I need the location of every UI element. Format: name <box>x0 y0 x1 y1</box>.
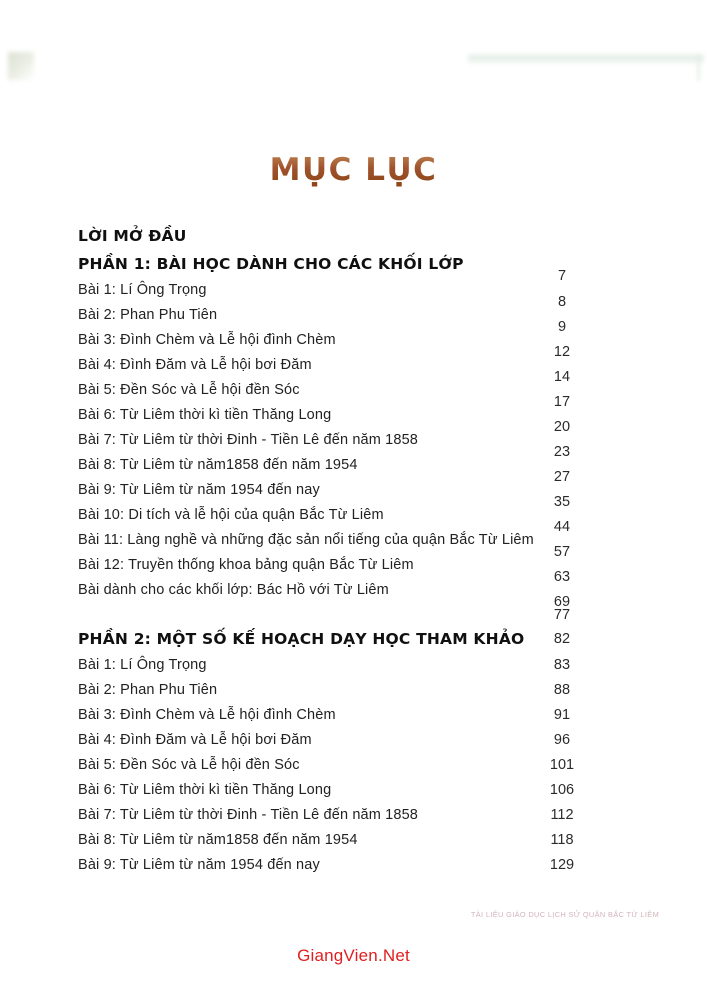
site-watermark: GiangVien.Net <box>297 946 410 965</box>
toc-entry-label: Bài 4: Đình Đăm và Lễ hội bơi Đăm <box>78 357 312 373</box>
toc-entry-label: Bài 1: Lí Ông Trọng <box>78 282 207 298</box>
toc-entry-label: Bài 8: Từ Liêm từ năm1858 đến năm 1954 <box>78 457 358 473</box>
toc-entry <box>78 353 630 385</box>
toc-entry-label: Bài 3: Đình Chèm và Lễ hội đình Chèm <box>78 332 336 348</box>
toc-entry <box>78 753 630 778</box>
toc-entry-page-number: 82 <box>553 631 571 647</box>
toc-entry-page-number: 14 <box>553 369 571 385</box>
toc-entry-label: Bài 7: Từ Liêm từ thời Đinh - Tiền Lê đến năm 1858 <box>78 807 419 823</box>
toc-entry-label: PHẦN 2: MỘT SỐ KẾ HOẠCH DẠY HỌC THAM KHẢO <box>78 630 525 648</box>
toc-entry <box>78 403 630 435</box>
toc-entry <box>78 478 630 510</box>
toc-entry <box>78 803 630 828</box>
scan-edge-artifact-left <box>8 52 34 80</box>
toc-entry <box>78 603 630 625</box>
toc-entry <box>78 453 630 485</box>
toc-entry-page-number: 88 <box>553 682 571 698</box>
toc-entry-label: Bài 5: Đền Sóc và Lễ hội đền Sóc <box>78 382 300 398</box>
toc-entry <box>78 553 630 585</box>
toc-entry <box>78 528 630 560</box>
toc-entry-label: Bài 4: Đình Đăm và Lễ hội bơi Đăm <box>78 732 312 748</box>
toc-entry-label: PHẦN 1: BÀI HỌC DÀNH CHO CÁC KHỐI LỚP <box>78 255 464 273</box>
toc-entry-page-number: 106 <box>549 782 575 798</box>
running-header-watermark: TÀI LIỆU GIÁO DỤC LỊCH SỬ QUẬN BẮC TỪ LIÊM <box>470 910 660 919</box>
toc-entry-page-number: 69 <box>553 594 571 610</box>
table-of-contents <box>78 222 630 878</box>
toc-entry <box>78 578 630 610</box>
toc-entry-label: Bài dành cho các khối lớp: Bác Hồ với Từ Liêm <box>78 582 389 598</box>
toc-entry-page-number: 20 <box>553 419 571 435</box>
toc-entry-page-number: 77 <box>553 607 571 623</box>
toc-entry-page-number: 57 <box>553 544 571 560</box>
toc-entry-label: Bài 7: Từ Liêm từ thời Đinh - Tiền Lê đến năm 1858 <box>78 432 419 448</box>
toc-entry-page-number: 7 <box>557 268 567 284</box>
toc-entry-label: Bài 10: Di tích và lễ hội của quận Bắc Từ Liêm <box>78 507 384 523</box>
toc-entry-page-number: 101 <box>549 757 575 773</box>
toc-entry-page-number: 44 <box>553 519 571 535</box>
toc-section-heading <box>78 250 630 284</box>
toc-entry <box>78 678 630 703</box>
toc-entry-page-number: 96 <box>553 732 571 748</box>
toc-entry-label: Bài 5: Đền Sóc và Lễ hội đền Sóc <box>78 757 300 773</box>
toc-entry-page-number: 8 <box>557 294 567 310</box>
toc-entry-page-number: 27 <box>553 469 571 485</box>
toc-entry <box>78 703 630 728</box>
toc-entry-page-number: 83 <box>553 657 571 673</box>
toc-entry-page-number: 12 <box>553 344 571 360</box>
toc-entry-page-number: 35 <box>553 494 571 510</box>
toc-entry-label: Bài 3: Đình Chèm và Lễ hội đình Chèm <box>78 707 336 723</box>
toc-entry-label: Bài 6: Từ Liêm thời kì tiền Thăng Long <box>78 782 332 798</box>
toc-entry-page-number: 17 <box>553 394 571 410</box>
toc-entry-label: Bài 12: Truyền thống khoa bảng quận Bắc Từ Liêm <box>78 557 414 573</box>
toc-entry-label: Bài 9: Từ Liêm từ năm 1954 đến nay <box>78 482 320 498</box>
toc-entry <box>78 653 630 678</box>
toc-entry <box>78 303 630 335</box>
toc-entry <box>78 778 630 803</box>
scan-edge-artifact-right <box>697 55 702 81</box>
page-title: MỤC LỤC <box>0 152 707 188</box>
toc-entry <box>78 503 630 535</box>
toc-entry <box>78 278 630 310</box>
toc-entry-label: Bài 8: Từ Liêm từ năm1858 đến năm 1954 <box>78 832 358 848</box>
toc-entry <box>78 728 630 753</box>
toc-section-heading <box>78 222 630 250</box>
toc-entry <box>78 828 630 853</box>
toc-entry-label: Bài 1: Lí Ông Trọng <box>78 657 207 673</box>
toc-entry-page-number: 118 <box>550 832 574 848</box>
toc-entry-page-number: 23 <box>553 444 571 460</box>
toc-entry-label: Bài 2: Phan Phu Tiên <box>78 307 218 323</box>
toc-entry-label: Bài 2: Phan Phu Tiên <box>78 682 218 698</box>
toc-entry-label: Bài 6: Từ Liêm thời kì tiền Thăng Long <box>78 407 332 423</box>
toc-entry-label: LỜI MỞ ĐẦU <box>78 227 187 245</box>
toc-entry <box>78 378 630 410</box>
toc-entry-page-number: 129 <box>549 857 575 873</box>
toc-entry-label: Bài 9: Từ Liêm từ năm 1954 đến nay <box>78 857 320 873</box>
toc-entry <box>78 853 630 878</box>
toc-entry-page-number: 91 <box>553 707 571 723</box>
toc-entry-page-number: 63 <box>553 569 571 585</box>
scan-edge-artifact-top <box>468 52 704 65</box>
toc-entry-page-number: 112 <box>550 807 574 823</box>
toc-section-heading <box>78 625 630 653</box>
toc-entry-page-number: 9 <box>557 319 567 335</box>
toc-entry-label: Bài 11: Làng nghề và những đặc sản nổi tiếng của quận Bắc Từ Liêm <box>78 532 534 548</box>
toc-entry <box>78 428 630 460</box>
toc-entry <box>78 328 630 360</box>
